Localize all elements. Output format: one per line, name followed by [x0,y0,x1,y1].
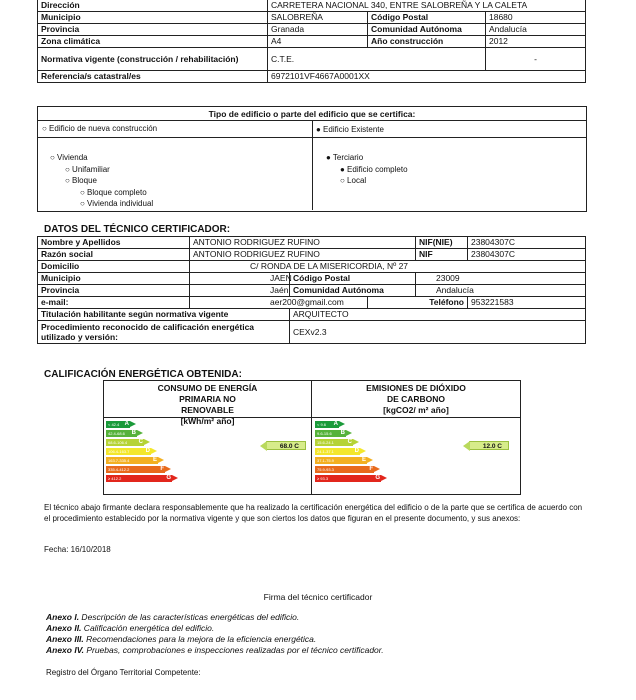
registry-label: Registro del Órgano Territorial Competente: [46,668,201,677]
energy-scale-letter: C [347,439,352,445]
energy-scale-letter: D [354,448,359,454]
emissions-unit: [kgCO2/ m² año] [383,405,449,415]
energy-scale-range: 15.6-24.1 [317,440,334,445]
table-row [38,12,586,24]
table-row [38,71,586,83]
province-label: Provincia [38,24,268,36]
name-label: Nombre y Apellidos [38,237,190,249]
energy-scale-bar-c [106,439,144,446]
climate-zone-label: Zona climática [38,36,268,48]
community-label: Comunidad Autónoma [368,24,486,36]
energy-scale-range: 37.1-75.9 [317,458,334,463]
province-value: Granada [268,24,368,36]
new-construction-option[interactable]: ○ Edificio de nueva construcción [42,124,158,133]
table-row [38,261,586,273]
dwelling-option[interactable]: ○ Vivienda [50,153,88,162]
energy-scale-range: 75.9-93.3 [317,467,334,472]
energy-scale-bar-e [315,457,367,464]
company-value: ANTONIO RODRIGUEZ RUFINO [190,249,416,261]
energy-scale-range: ≥ 93.3 [317,476,329,481]
single-family-option[interactable]: ○ Unifamiliar [65,165,110,174]
province-value: Jaén [190,285,290,297]
phone-value: 953221583 [468,297,586,309]
energy-scale-letter: G [166,475,171,481]
community-value: Andalucía [486,24,586,36]
emissions-header [312,383,520,416]
list-item [46,612,384,623]
city-value: JAEN [190,273,290,285]
procedure-value: CEXv2.3 [290,321,586,344]
energy-scale-bar-g [106,475,172,482]
city-label: Municipio [38,273,190,285]
energy-scale-bar-c [315,439,353,446]
emissions-header-text: EMISIONES DE DIÓXIDO DE CARBONO [366,383,466,404]
phone-label: Teléfono [368,297,468,309]
cadastral-value: 6972101VF4667A0001XX [268,71,586,83]
energy-scale-range: 106.4-163.7 [108,449,130,454]
municipality-value: SALOBREÑA [268,12,368,24]
annex-list [46,612,384,656]
table-row [38,24,586,36]
energy-scale-letter: B [340,430,345,436]
energy-scale-letter: F [160,466,164,472]
complete-building-option[interactable]: ● Edificio completo [340,165,408,174]
construction-year-value: 2012 [486,36,586,48]
energy-scale-bar-f [106,466,165,473]
annex-number: Anexo IV. [46,645,84,655]
emissions-indicator: 12.0 C [469,441,509,450]
energy-scale-range: 335.4-412.2 [108,467,130,472]
energy-scale-letter: B [131,430,136,436]
degree-value: ARQUITECTO [290,309,586,321]
energy-scale-range: 68.6-106.4 [108,440,128,445]
energy-scale-letter: A [124,421,129,427]
annex-text: Calificación energética del edificio. [81,623,215,633]
energy-scale-letter: C [138,439,143,445]
nif-nie-label: NIF(NIE) [416,237,468,249]
table-row [38,237,586,249]
energy-scale-bar-g [315,475,381,482]
consumption-indicator: 68.0 C [266,441,306,450]
energy-scale-range: ≥ 412.2 [108,476,122,481]
regulation-label: Normativa vigente (construcción / rehabilitación) [38,48,268,71]
nif-value: 23804307C [468,249,586,261]
energy-scale-letter: F [369,466,373,472]
energy-scale-bar-b [106,430,137,437]
email-label: e-mail: [38,297,190,309]
annex-number: Anexo III. [46,634,84,644]
annex-text: Descripción de las características energéticas del edificio. [79,612,300,622]
building-type-box [37,106,587,212]
energy-scale-letter: E [361,457,366,463]
nif-nie-value: 23804307C [468,237,586,249]
tertiary-option[interactable]: ● Terciario [326,153,364,162]
consumption-unit: [kWh/m² año] [180,416,235,426]
table-row [38,36,586,48]
energy-scale-bar-f [315,466,374,473]
energy-scale-bar-a [106,421,130,428]
municipality-label: Municipio [38,12,268,24]
postal-label: Código Postal [290,273,416,285]
community-value: Andalucía [416,285,586,297]
declaration-text: El técnico abajo firmante declara responsablemente que ha realizado la certificación energética del edificio o de la parte que se certifica de acuerdo con el procedimiento establecido por la normativa vigente y que son ciertos los datos que figuran en el presente documento, y sus anexos: [44,503,583,523]
building-type-header: Tipo de edificio o parte del edificio que se certifica: [208,109,416,119]
existing-building-option[interactable]: ● Edificio Existente [316,125,384,134]
province-label: Provincia [38,285,190,297]
procedure-label: Procedimiento reconocido de calificación energética utilizado y versión: [38,321,290,344]
construction-year-label: Año construcción [368,36,486,48]
table-row [38,285,586,297]
technician-table [37,236,586,344]
email-value[interactable]: aer200@gmail.com [190,297,368,309]
energy-scale-range: 24.1-37.1 [317,449,334,454]
energy-scale-range: 9.6-15.6 [317,431,332,436]
block-option[interactable]: ○ Bloque [65,176,97,185]
list-item [46,623,384,634]
individual-dwelling-option[interactable]: ○ Vivienda individual [80,199,154,208]
annex-number: Anexo I. [46,612,80,622]
regulation-value: C.T.E. [268,48,486,71]
signature-label: Firma del técnico certificador [263,592,373,602]
table-row [38,273,586,285]
address-label: Dirección [38,0,268,12]
list-item [46,645,384,656]
building-table [37,0,586,83]
energy-scale-bar-d [315,448,360,455]
address-label: Domicilio [38,261,190,273]
community-label: Comunidad Autónoma [290,285,416,297]
energy-scale-bar-e [106,457,158,464]
energy-scale-letter: E [152,457,157,463]
nif-label: NIF [416,249,468,261]
list-item [46,634,384,645]
complete-block-option[interactable]: ○ Bloque completo [80,188,147,197]
energy-scale-range: 42.4-68.6 [108,431,125,436]
table-row [38,0,586,12]
energy-scale-bar-d [106,448,151,455]
energy-scale-letter: A [333,421,338,427]
rating-title: CALIFICACIÓN ENERGÉTICA OBTENIDA: [44,369,242,380]
postal-code-value: 18680 [486,12,586,24]
energy-scale-range: 163.7-335.4 [108,458,130,463]
degree-label: Titulación habilitante según normativa vigente [38,309,290,321]
consumption-header-text: CONSUMO DE ENERGÍA PRIMARIA NO RENOVABLE [157,383,258,415]
rating-box [103,380,521,495]
company-label: Razón social [38,249,190,261]
energy-scale-letter: D [145,448,150,454]
date-text: Fecha: 16/10/2018 [44,545,111,554]
energy-scale-letter: G [375,475,380,481]
name-value: ANTONIO RODRIGUEZ RUFINO [190,237,416,249]
energy-scale-bar-b [315,430,346,437]
climate-zone-value: A4 [268,36,368,48]
technician-title: DATOS DEL TÉCNICO CERTIFICADOR: [44,224,231,235]
energy-scale-range: < 42.4 [108,422,120,427]
annex-text: Recomendaciones para la mejora de la eficiencia energética. [83,634,317,644]
address-value: C/ RONDA DE LA MISERICORDIA, Nº 27 [190,261,586,273]
table-row [38,249,586,261]
postal-code-label: Código Postal [368,12,486,24]
energy-scale-range: < 9.6 [317,422,327,427]
energy-scale-bar-a [315,421,339,428]
table-row [38,297,586,309]
table-row [38,48,586,71]
premises-option[interactable]: ○ Local [340,176,367,185]
annex-number: Anexo II. [46,623,82,633]
address-value: CARRETERA NACIONAL 340, ENTRE SALOBREÑA Y LA CALETA [268,0,586,12]
postal-value: 23009 [416,273,586,285]
table-row [38,309,586,321]
regulation-extra: - [486,48,586,71]
annex-text: Pruebas, comprobaciones e inspecciones realizadas por el técnico certificador. [83,645,384,655]
table-row [38,321,586,344]
cadastral-label: Referencia/s catastral/es [38,71,268,83]
